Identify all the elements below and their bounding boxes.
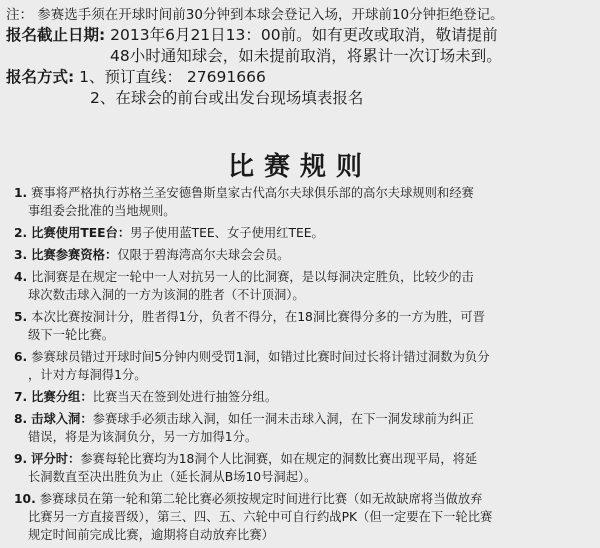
rule-number: 8. [14,412,28,426]
method-1: 1、预订直线： 27691666 [79,68,266,86]
rule-text: 参赛每轮比赛均为18洞个人比洞赛，如在规定的洞数比赛出现平局，将延 [80,452,478,466]
rule-text: 本次比赛按洞计分，胜者得1分，负者不得分，在18洞比赛得分多的一方为胜，可晋 [31,310,486,324]
rule-text: 比赛另一方直接晋级），第三、四、五、六轮中可自行约战PK（但一定要在下一轮比赛 [28,510,493,524]
rule-text: 参赛球员错过开球时间5分钟内则受罚1洞，如错过比赛时间过长将计错过洞数为负分 [31,350,490,364]
method-line [6,67,596,88]
deadline-text: 2013年6月21日13：00前。如有更改或取消，敬请提前 [110,26,498,44]
deadline-label: 报名截止日期: [6,26,106,44]
rule-number: 9. [14,452,28,466]
registration-notice [6,6,596,109]
rule-number: 6. [14,350,28,364]
rule-text: 仅限于碧海湾高尔夫球会会员。 [117,248,290,262]
rule-item [14,246,592,264]
rule-text: 比赛当天在签到处进行抽签分组。 [92,390,278,404]
rule-number: 3. [14,248,28,262]
deadline-text-cont: 48小时通知球会，如未提前取消，将累计一次订场未到。 [110,47,502,65]
rule-item [14,224,592,242]
rule-item [14,268,592,304]
rule-item [14,388,592,406]
deadline-line [6,25,596,46]
rule-number: 4. [14,270,28,284]
rule-label: 击球入洞： [31,412,93,426]
rule-item [14,410,592,446]
method-2: 2、在球会的前台或出发台现场填表报名 [90,89,364,107]
rule-number: 5. [14,310,28,324]
rule-text: 规定时间前完成比赛，逾期将自动放弃比赛） [28,528,274,542]
rule-text: 参赛球手必须击球入洞，如任一洞未击球入洞，在下一洞发球前为纠正 [92,412,474,426]
rule-text: ，计对方每洞得1分。 [28,368,147,382]
rule-text: 比洞赛是在规定一轮中一人对抗另一人的比洞赛，是以每洞决定胜负，比较少的击 [31,270,474,284]
rule-text: 级下一轮比赛。 [28,328,115,342]
rule-number: 2. [14,226,28,240]
rule-text: 球次数击球入洞的一方为该洞的胜者（不计顶洞）。 [28,288,305,302]
rule-text: 错误，将是为该洞负分，另一方加得1分。 [28,430,258,444]
method-label: 报名方式: [6,68,75,86]
rule-item [14,308,592,344]
rule-label: 评分时： [31,452,81,466]
notice-note: 注： 参赛选手须在开球时间前30分钟到本球会登记入场，开球前10分钟拒绝登记。 [6,7,504,23]
rule-text: 长洞数直至决出胜负为止（延长洞从B场10号洞起）。 [28,470,317,484]
rule-item [14,184,592,220]
rule-number: 10. [14,492,36,506]
rule-text: 事组委会批准的当地规则。 [28,204,176,218]
rule-item [14,450,592,486]
rule-number: 1. [14,186,28,200]
rule-text: 赛事将严格执行苏格兰圣安德鲁斯皇家古代高尔夫球俱乐部的高尔夫球规则和经赛 [31,186,474,200]
rule-text: 男子使用蓝TEE、女子使用红TEE。 [130,226,324,240]
rule-text: 参赛球员在第一轮和第二轮比赛必须按规定时间进行比赛（如无故缺席将当做放弃 [39,492,483,506]
rules-title: 比赛规则 [227,152,372,182]
rule-item [14,490,592,544]
rule-number: 7. [14,390,28,404]
rule-label: 比赛分组： [31,390,93,404]
rule-item [14,348,592,384]
rule-label: 比赛使用TEE台： [31,226,131,240]
rule-label: 比赛参赛资格： [31,248,118,262]
rules-list [14,184,592,548]
